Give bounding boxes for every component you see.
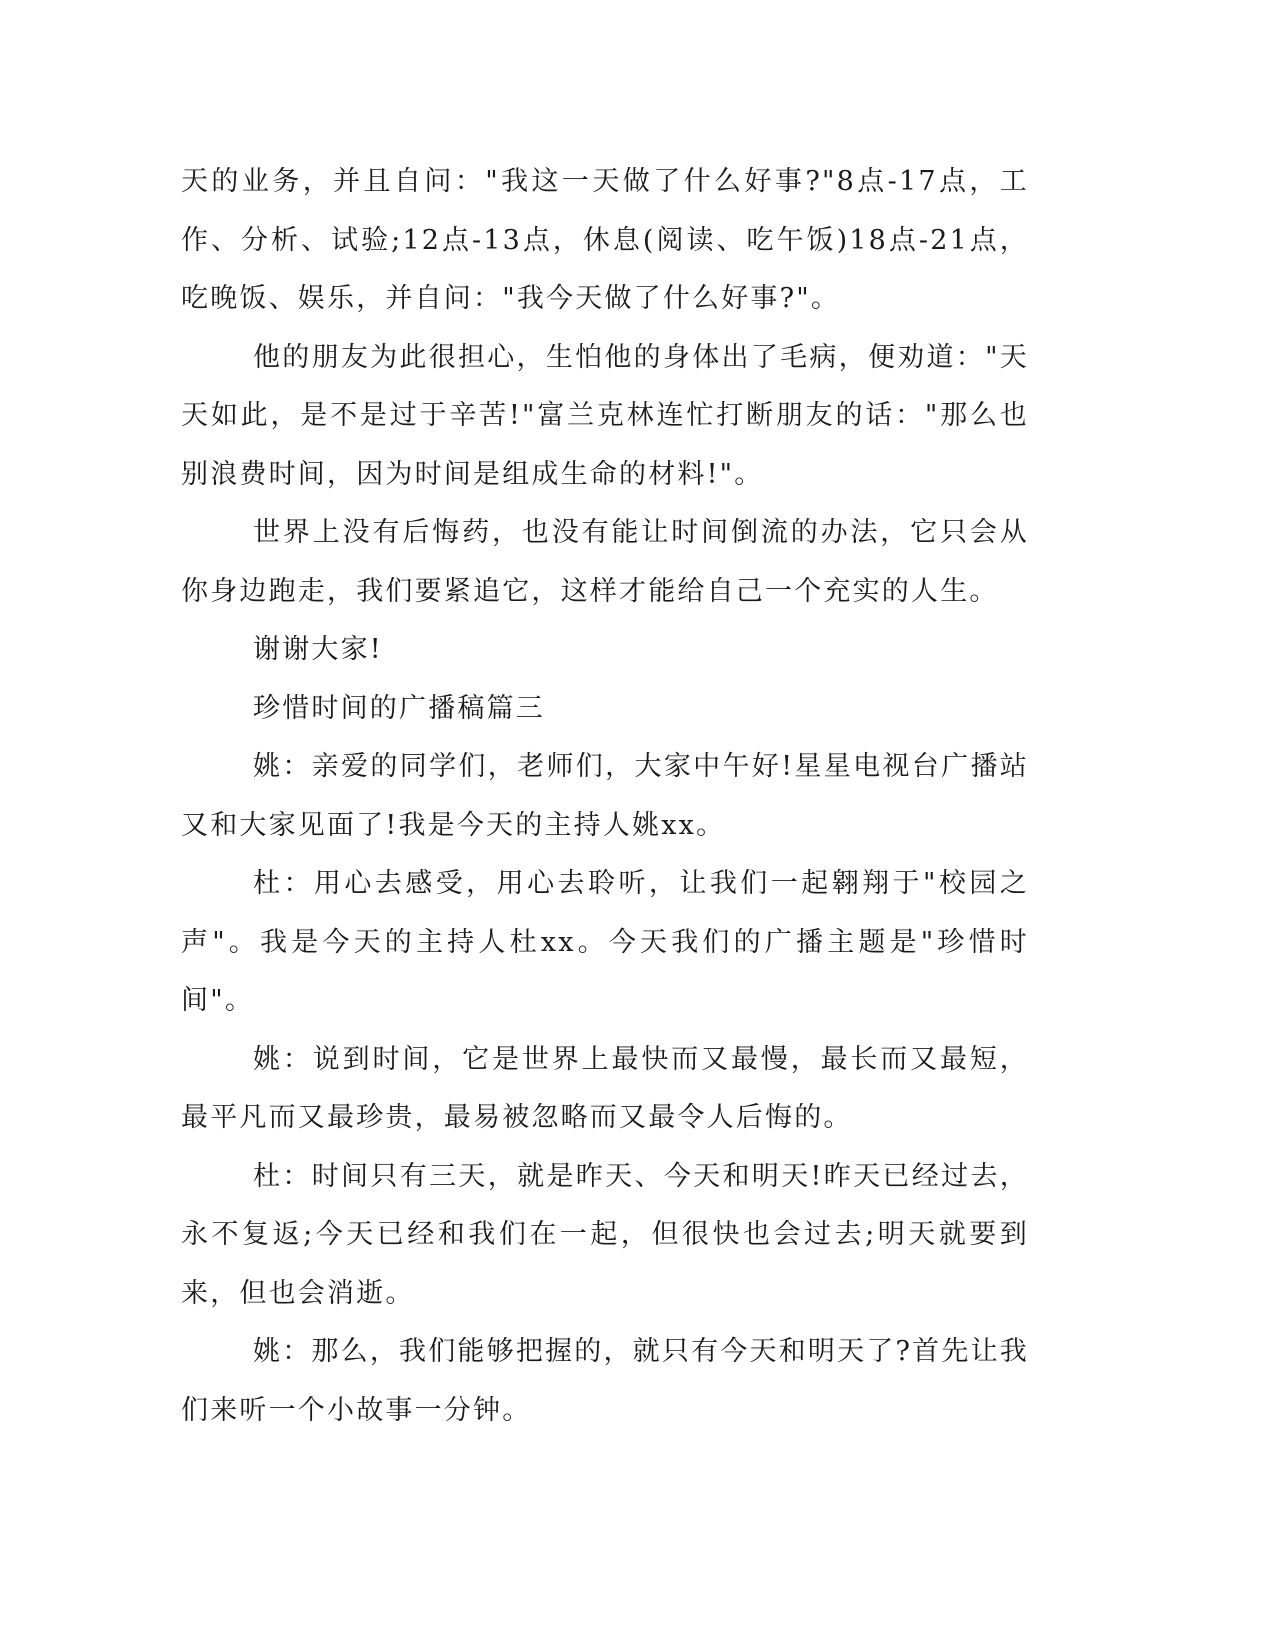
- section-heading: 珍惜时间的广播稿篇三: [253, 692, 545, 724]
- document-body: [181, 153, 1029, 1440]
- paragraph-continued: 天的业务，并且自问："我这一天做了什么好事?"8点-17点，工作、分析、试验;12点-13点，休息(阅读、吃午饭)18点-21点，吃晚饭、娱乐，并自问："我今天做了什么好事?"。: [181, 166, 1029, 314]
- dialogue-paragraph: 姚：亲爱的同学们，老师们，大家中午好!星星电视台广播站又和大家见面了!我是今天的主持人姚xx。: [181, 751, 1029, 841]
- dialogue-paragraph: 杜：时间只有三天，就是昨天、今天和明天!昨天已经过去，永不复返;今天已经和我们在一起，但很快也会过去;明天就要到来，但也会消逝。: [181, 1160, 1029, 1309]
- dialogue-paragraph: 杜：用心去感受，用心去聆听，让我们一起翱翔于"校园之声"。我是今天的主持人杜xx。今天我们的广播主题是"珍惜时间"。: [181, 868, 1029, 1016]
- paragraph: 他的朋友为此很担心，生怕他的身体出了毛病，便劝道："天天如此，是不是过于辛苦!"富兰克林连忙打断朋友的话："那么也别浪费时间，因为时间是组成生命的材料!"。: [181, 341, 1029, 490]
- dialogue-paragraph: 姚：那么，我们能够把握的，就只有今天和明天了?首先让我们来听一个小故事一分钟。: [181, 1336, 1029, 1426]
- closing-line: 谢谢大家!: [253, 634, 383, 665]
- paragraph: 世界上没有后悔药，也没有能让时间倒流的办法，它只会从你身边跑走，我们要紧追它，这样才能给自己一个充实的人生。: [181, 517, 1029, 607]
- dialogue-paragraph: 姚：说到时间，它是世界上最快而又最慢，最长而又最短，最平凡而又最珍贵，最易被忽略而又最令人后悔的。: [181, 1043, 1029, 1133]
